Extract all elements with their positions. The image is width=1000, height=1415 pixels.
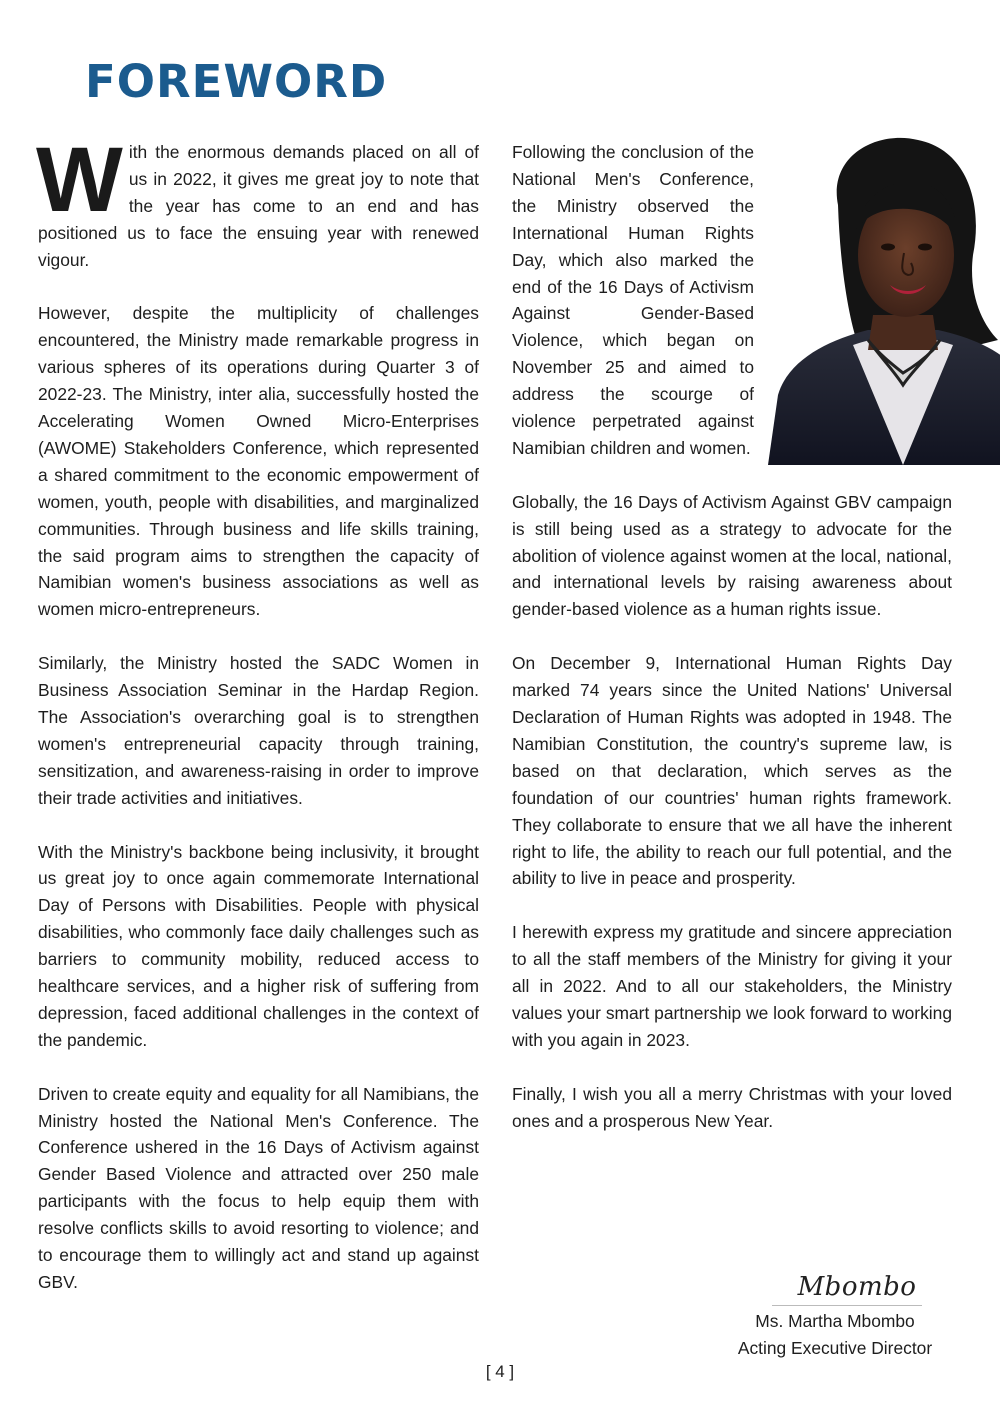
page-number: [ 4 ] — [485, 1362, 515, 1381]
right-column — [512, 139, 952, 1161]
paragraph: Globally, the 16 Days of Activism Against GBV campaign is still being used as a strategy to advocate for the abolition of violence against women at the local, national, and international levels by raising awareness about gender-based violence as a human rights issue. — [512, 491, 952, 620]
page-title: FOREWORD — [85, 55, 388, 108]
paragraph: Following the conclusion of the National Men's Conference, the Ministry observed the International Human Rights Day, which also marked the end of the 16 Days of Activism Against Gender-Based Violence, which began on November 25 and aimed to address the scourge of violence perpetrated against Namibian children and women. — [512, 142, 754, 458]
paragraph: On December 9, International Human Rights Day marked 74 years since the United Nations' Universal Declaration of Human Rights was adopted in 1948. The Namibian Constitution, the country's supreme law, is based on that declaration, which serves as the foundation of our countries' human rights framework. They collaborate to ensure that we all have the inherent right to life, the ability to reach our full potential, and the ability to live in peace and prosperity. — [512, 653, 952, 889]
signature-line — [772, 1305, 922, 1306]
paragraph-text: ith the enormous demands placed on all of us in 2022, it gives me great joy to note that the year has come to an end and has positioned us to face the ensuing year with renewed vigour. — [38, 142, 479, 270]
paragraph: I herewith express my gratitude and sincere appreciation to all the staff members of the Ministry for giving it your all in 2022. And to all our stakeholders, the Ministry values your smart partnership we look forward to working with you again in 2023. — [512, 922, 952, 1050]
left-column — [36, 129, 479, 1323]
signature-block — [700, 1308, 970, 1362]
signatory-role: Acting Executive Director — [737, 1337, 933, 1358]
signatory-name: Ms. Martha Mbombo — [755, 1311, 915, 1331]
paragraph: With the Ministry's backbone being inclusivity, it brought us great joy to once again commemorate International Day of Persons with Disabilities. People with physical disabilities, who commonly face daily challenges such as barriers to community mobility, reduced access to healthcare services, and a higher risk of suffering from depression, faced additional challenges in the context of the pandemic. — [38, 841, 479, 1050]
paragraph: However, despite the multiplicity of challenges encountered, the Ministry made remarkable progress in various spheres of its operations during Quarter 3 of 2022-23. The Ministry, inter alia, successfully hosted the Accelerating Women Owned Micro-Enterprises (AWOME) Stakeholders Conference, which represented a shared commitment to the economic empowerment of women, youth, people with disabilities, and marginalized communities. Through business and life skills training, the said program aims to strengthen the capacity of Namibian women's business associations as well as women micro-entrepreneurs. — [38, 303, 479, 620]
paragraph — [36, 129, 479, 274]
portrait-photo — [768, 135, 1000, 457]
handwritten-signature: Mbombo — [797, 1272, 917, 1302]
paragraph: Similarly, the Ministry hosted the SADC Women in Business Association Seminar in the Hardap Region. The Association's overarching goal is to strengthen women's entrepreneurial capacity through training, sensitization, and awareness-raising in order to improve their trade activities and initiatives. — [38, 653, 479, 808]
portrait-illustration — [768, 135, 1000, 465]
paragraph: Finally, I wish you all a merry Christmas with your loved ones and a prosperous New Year. — [512, 1083, 952, 1131]
paragraph: Driven to create equity and equality for all Namibians, the Ministry hosted the National Men's Conference. The Conference ushered in the 16 Days of Activism against Gender Based Violence and attracted over 250 male participants with the focus to help equip them with resolve conflicts skills to avoid resorting to violence; and to encourage them to willingly act and stand up against GBV. — [38, 1083, 479, 1292]
drop-cap: W — [36, 129, 123, 231]
